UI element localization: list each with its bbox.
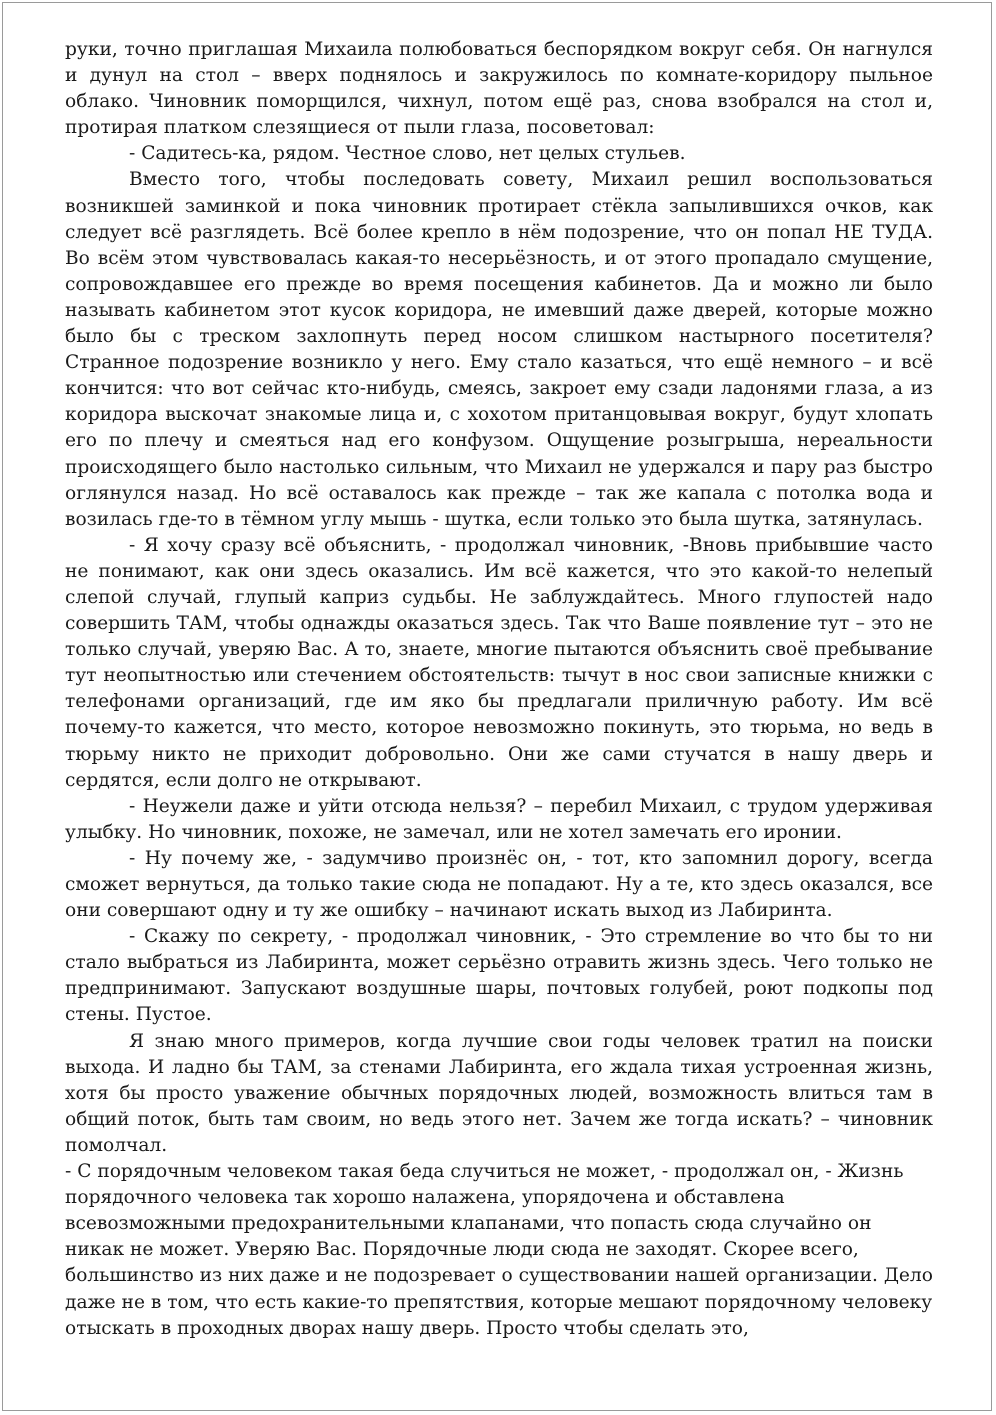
paragraph: - Я хочу сразу всё объяснить, - продолжал чиновник, -Вновь прибывшие часто не понимают, как они здесь оказались. Им всё кажется, что это какой-то нелепый слепой случай, глупый каприз судьбы. Не заблуждайтесь. Много глупостей надо совершить ТАМ, чтобы однажды оказаться здесь. Так что Ваше появление тут – это не только случай, уверяю Вас. А то, знаете, многие пытаются объяснить своё пребывание тут неопытностью или стечением обстоятельств: тычут в нос свои записные книжки с телефонами организаций, где им яко бы предлагали приличную работу. Им всё почему-то кажется, что место, которое невозможно покинуть, это тюрьма, но ведь в тюрьму никто не приходит добровольно. Они же сами стучатся в нашу дверь и сердятся, если долго не открывают. [65, 534, 933, 791]
paragraph: - Скажу по секрету, - продолжал чиновник, - Это стремление во что бы то ни стало выбраться из Лабиринта, может серьёзно отравить жизнь здесь. Чего только не предпринимают. Запускают воздушные шары, почтовых голубей, роют подкопы под стены. Пустое. [65, 926, 933, 1026]
paragraph: Вместо того, чтобы последовать совету, Михаил решил воспользоваться возникшей заминкой и пока чиновник протирает стёкла запылившихся очков, как следует всё разглядеть. Всё более крепло в нём подозрение, что он попал НЕ ТУДА. Во всём этом чувствовалась какая-то несерьёзность, и от этого пропадало смущение, сопровождавшее его прежде во время посещения кабинетов. Да и можно ли было называть кабинетом этот кусок коридора, не имевший даже дверей, которые можно было бы с треском захлопнуть перед носом слишком настырного посетителя? Странное подозрение возникло у него. Ему стало казаться, что ещё немного – и всё кончится: что вот сейчас кто-нибудь, смеясь, закроет ему сзади ладонями глаза, а из коридора выскочат знакомые лица и, с хохотом пританцовывая вокруг, будут хлопать его по плечу и смеяться над его конфузом. Ощущение розыгрыша, нереальности происходящего было настолько сильным, что Михаил не удержался и пару раз быстро оглянулся назад. Но всё оставалось как прежде – так же капала с потолка вода и возилась где-то в тёмном углу мышь - шутка, если только это была шутка, затянулась. [65, 169, 933, 530]
document-page [2, 2, 992, 1411]
document-text [65, 37, 933, 1342]
paragraph: - С порядочным человеком такая беда случиться не может, - продолжал он, - Жизнь порядочного человека так хорошо налажена, упорядочена и обставлена всевозможными предохранительными клапанами, что попасть сюда случайно он никак не может. Уверяю Вас. Порядочные люди сюда не заходят. Скорее всего, большинство из них даже и не подозревает о существовании нашей организации. Дело даже не в том, что есть какие-то препятствия, которые мешают порядочному человеку отыскать в проходных дворах нашу дверь. Просто чтобы сделать это, [65, 1161, 933, 1339]
paragraph: - Садитесь-ка, рядом. Честное слово, нет целых стульев. [129, 143, 686, 165]
paragraph: - Ну почему же, - задумчиво произнёс он, - тот, кто запомнил дорогу, всегда сможет вернуться, да только такие сюда не попадают. Ну а те, кто здесь оказался, все они совершают одну и ту же ошибку – начинают искать выход из Лабиринта. [65, 847, 933, 922]
paragraph: руки, точно приглашая Михаила полюбоваться беспорядком вокруг себя. Он нагнулся и дунул на стол – вверх поднялось и закружилось по комнате-коридору пыльное облако. Чиновник поморщился, чихнул, потом ещё раз, снова взобрался на стол и, протирая платком слезящиеся от пыли глаза, посоветовал: [65, 39, 933, 139]
paragraph: Я знаю много примеров, когда лучшие свои годы человек тратил на поиски выхода. И ладно бы ТАМ, за стенами Лабиринта, его ждала тихая устроенная жизнь, хотя бы просто уважение обычных порядочных людей, возможность влиться там в общий поток, быть там своим, но ведь этого нет. Зачем же тогда искать? – чиновник помолчал. [65, 1030, 933, 1156]
paragraph: - Неужели даже и уйти отсюда нельзя? – перебил Михаил, с трудом удерживая улыбку. Но чиновник, похоже, не замечал, или не хотел замечать его иронии. [65, 795, 933, 843]
